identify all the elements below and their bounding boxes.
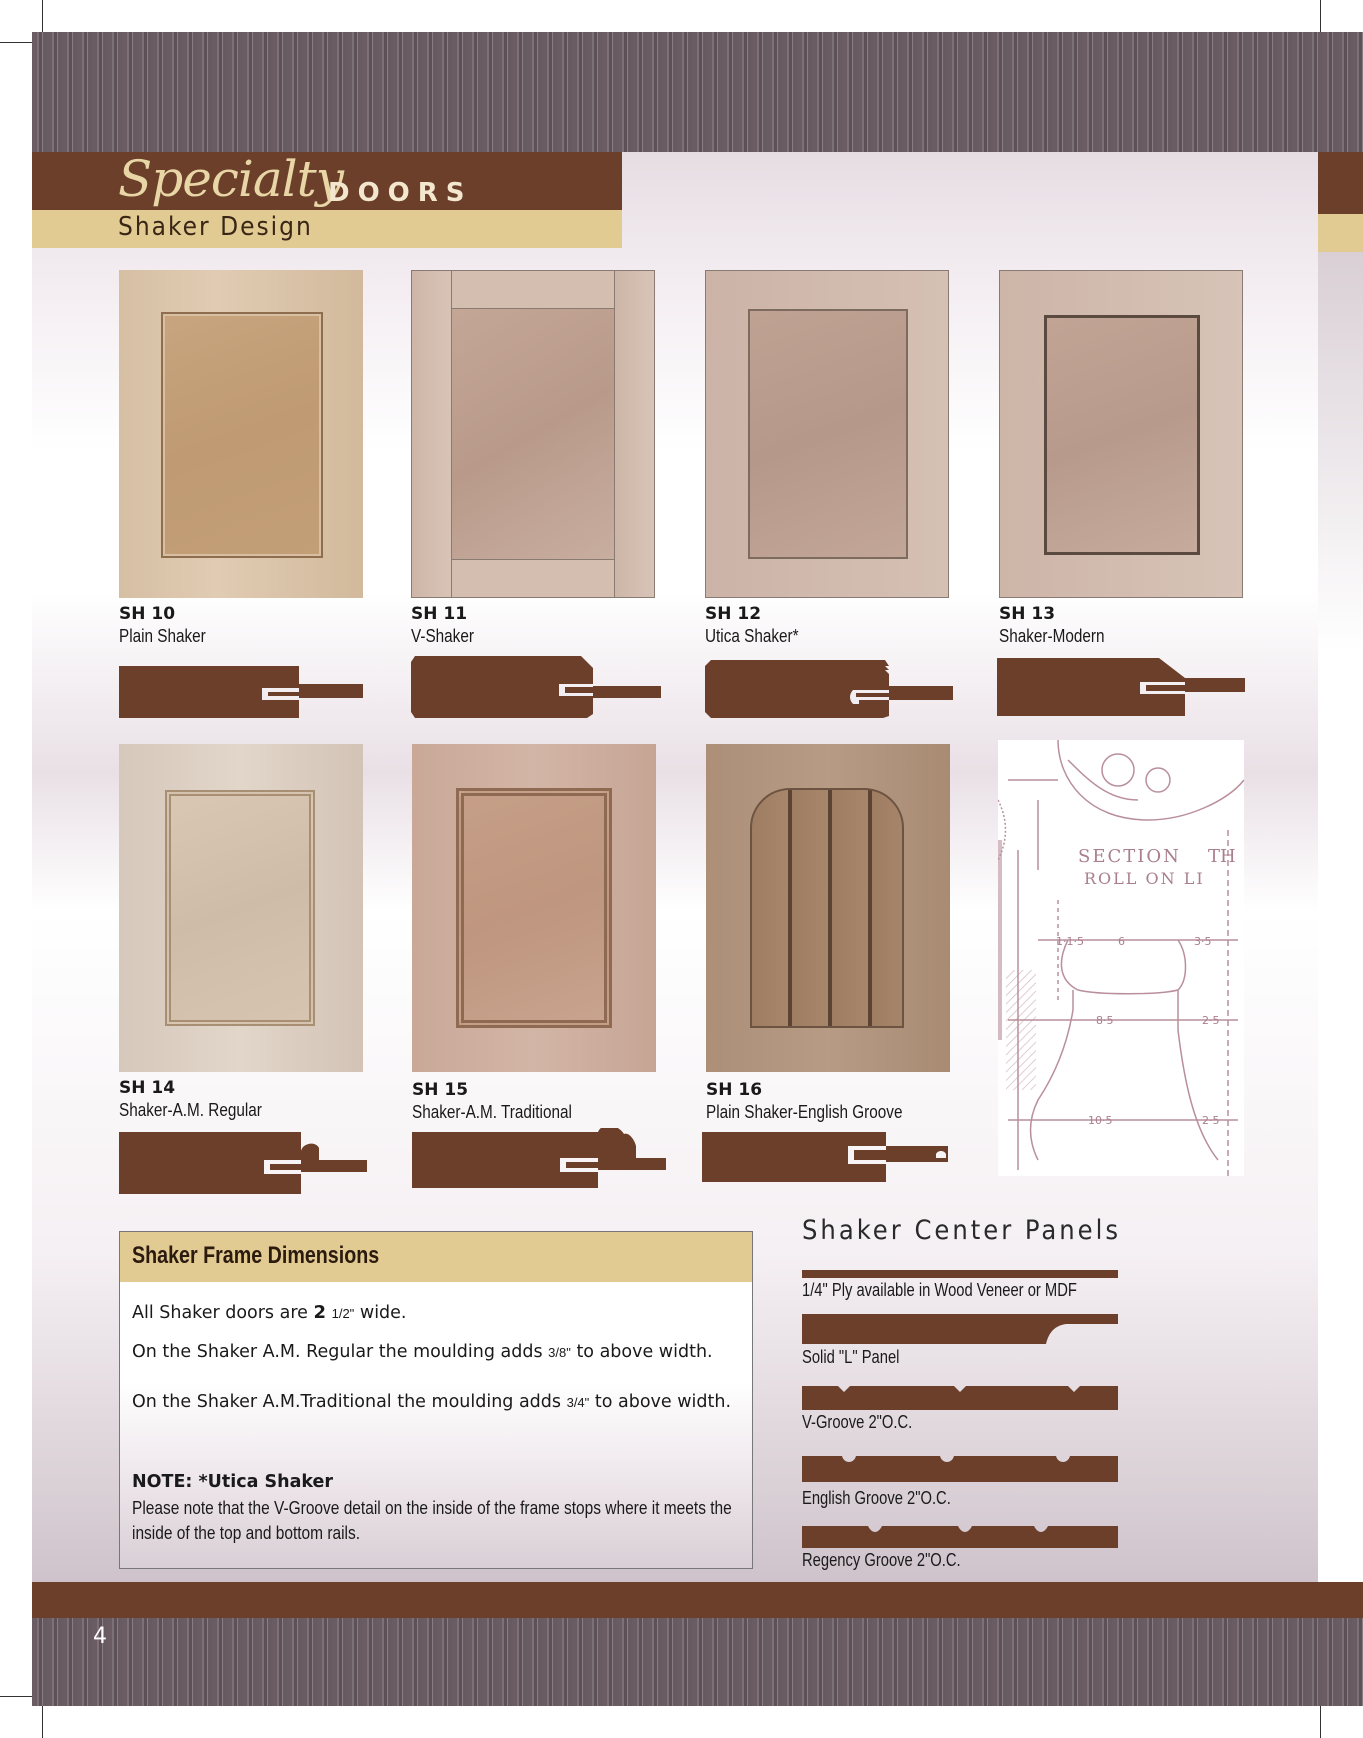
panel-profile-v-groove (802, 1384, 1120, 1412)
drawing-dim-a: 1·1·5 (1056, 935, 1084, 948)
door-image-sh15 (412, 744, 656, 1072)
drawing-illustration (998, 740, 1244, 1176)
door-code-sh11: SH 11 (411, 604, 468, 624)
door-image-sh10 (119, 270, 363, 598)
door-image-sh13 (999, 270, 1243, 598)
drawing-text-section-end: TH (1208, 846, 1236, 867)
door-name-sh15: Shaker-A.M. Traditional (412, 1102, 572, 1122)
profile-sh11 (411, 656, 663, 718)
right-margin (1318, 252, 1363, 1582)
page-title-word: DOORS (328, 178, 473, 208)
door-name-sh11: V-Shaker (411, 626, 474, 646)
center-panels-title: Shaker Center Panels (802, 1215, 1122, 1246)
panel-profile-solid-l (802, 1312, 1120, 1346)
center-panel-label-regency-groove: Regency Groove 2"O.C. (802, 1550, 961, 1570)
frame-dimensions-line3: On the Shaker A.M.Traditional the moulding adds 3/4" to above width. (132, 1392, 732, 1412)
bottom-stripe-band (32, 1618, 1363, 1706)
top-stripe-band (32, 32, 1363, 152)
drawing-dim-e: 2·5 (1202, 1014, 1220, 1027)
panel-profile-english-groove (802, 1452, 1120, 1484)
door-name-sh12: Utica Shaker* (705, 626, 799, 646)
frame-dimensions-box (119, 1231, 753, 1569)
right-tab-accent (1318, 214, 1363, 252)
drawing-dim-b: 6 (1118, 935, 1125, 948)
page-subtitle: Shaker Design (118, 212, 313, 242)
door-code-sh16: SH 16 (706, 1080, 763, 1100)
door-name-sh10: Plain Shaker (119, 626, 206, 646)
right-tab (1318, 152, 1363, 214)
profile-sh16 (702, 1130, 952, 1184)
drawing-text-roll: ROLL ON LI (1084, 869, 1205, 888)
center-panel-label-solid-l: Solid "L" Panel (802, 1347, 900, 1367)
door-image-sh14 (119, 744, 363, 1072)
page-title-script: Specialty (118, 150, 343, 208)
page-number: 4 (93, 1624, 107, 1649)
profile-sh14 (119, 1130, 371, 1196)
drawing-dim-g: 2·5 (1202, 1114, 1220, 1127)
frame-dimensions-title: Shaker Frame Dimensions (132, 1242, 380, 1269)
trim-mark (1320, 0, 1321, 34)
footer-bar (32, 1582, 1363, 1618)
door-code-sh13: SH 13 (999, 604, 1056, 624)
trim-mark (42, 0, 43, 34)
door-name-sh14: Shaker-A.M. Regular (119, 1100, 262, 1120)
door-code-sh15: SH 15 (412, 1080, 469, 1100)
panel-profile-ply (802, 1268, 1120, 1280)
note-title: NOTE: *Utica Shaker (132, 1472, 334, 1492)
trim-mark (0, 42, 34, 43)
frame-dimensions-line1: All Shaker doors are 2 1/2" wide. (132, 1302, 407, 1323)
door-code-sh12: SH 12 (705, 604, 762, 624)
door-code-sh10: SH 10 (119, 604, 176, 624)
drawing-text-section: SECTION (1078, 846, 1181, 867)
trim-mark (1320, 1704, 1321, 1738)
profile-sh12 (705, 658, 955, 720)
trim-mark (0, 1696, 34, 1697)
door-image-sh16 (706, 744, 950, 1072)
drawing-dim-d: 8·5 (1096, 1014, 1114, 1027)
door-code-sh14: SH 14 (119, 1078, 176, 1098)
center-panel-label-english-groove: English Groove 2"O.C. (802, 1488, 951, 1508)
door-image-sh12 (705, 270, 949, 598)
panel-profile-regency-groove (802, 1524, 1120, 1550)
note-body: Please note that the V-Groove detail on the inside of the frame stops where it meets the inside of the top and bottom rails. (132, 1498, 732, 1543)
drawing-dim-f: 10·5 (1088, 1114, 1113, 1127)
profile-sh10 (119, 664, 365, 720)
center-panel-label-ply: 1/4" Ply available in Wood Veneer or MDF (802, 1280, 1077, 1300)
door-name-sh13: Shaker-Modern (999, 626, 1105, 646)
technical-drawing (998, 740, 1244, 1176)
center-panel-label-v-groove: V-Groove 2"O.C. (802, 1412, 913, 1432)
door-name-sh16: Plain Shaker-English Groove (706, 1102, 903, 1122)
drawing-dim-c: 3·5 (1194, 935, 1212, 948)
door-image-sh11 (411, 270, 655, 598)
frame-dimensions-line2: On the Shaker A.M. Regular the moulding adds 3/8" to above width. (132, 1342, 713, 1362)
profile-sh13 (997, 658, 1247, 718)
profile-sh15 (412, 1128, 668, 1190)
frame-dimensions-header (120, 1232, 752, 1282)
trim-mark (42, 1704, 43, 1738)
